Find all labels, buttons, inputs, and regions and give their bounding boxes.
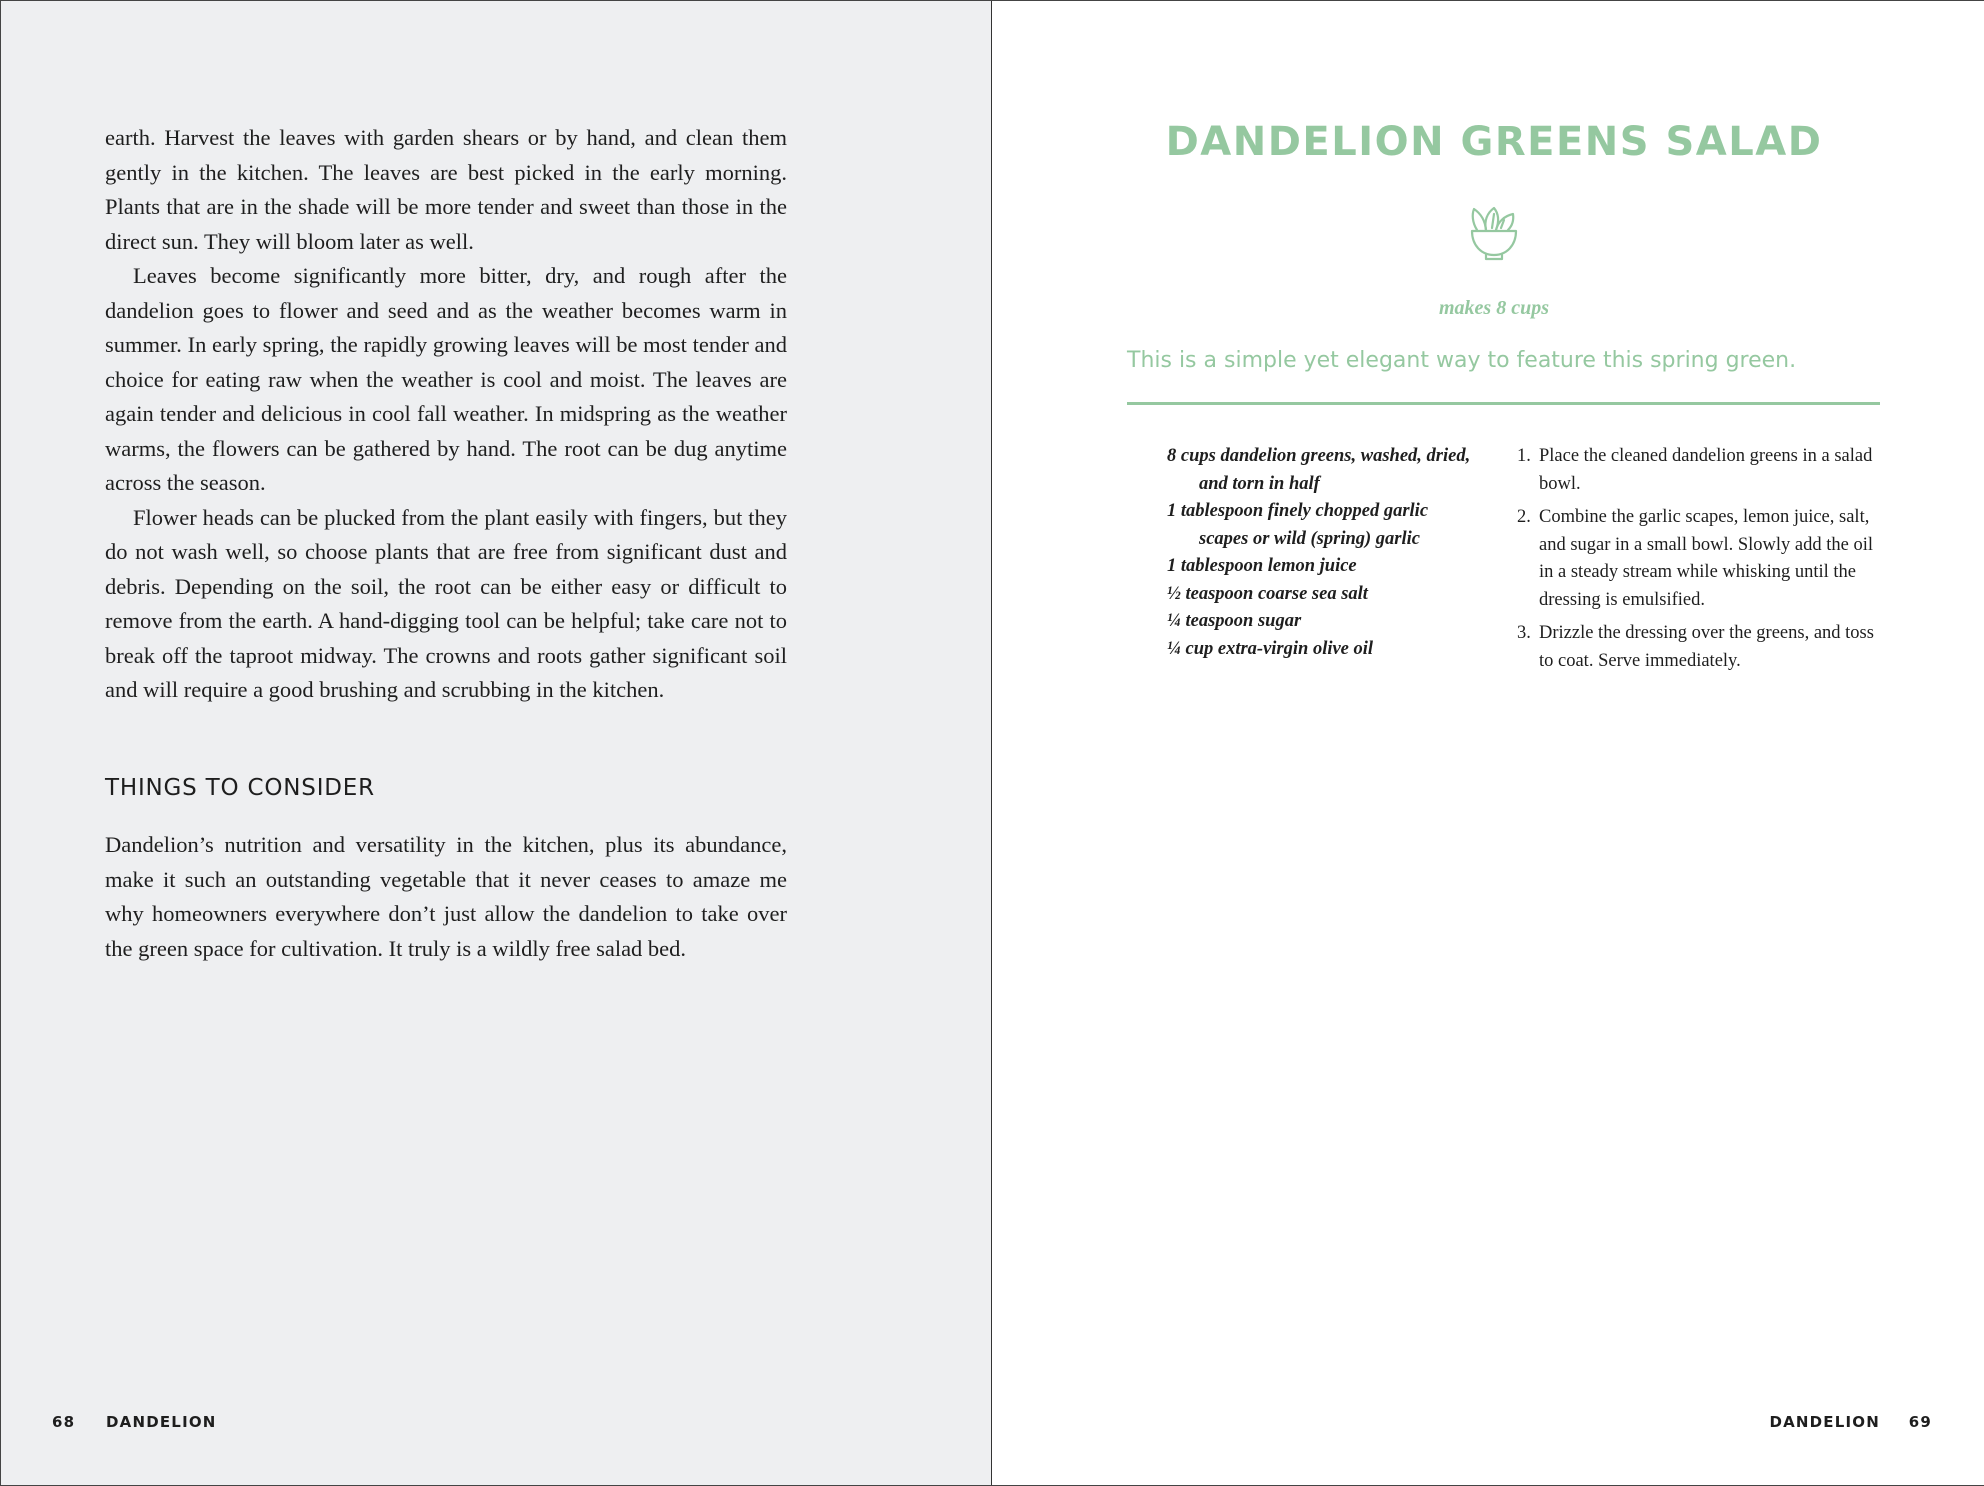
ingredient-item: 8 cups dandelion greens, washed, dried, and torn in half [1167,446,1471,494]
consider-text [105,828,787,966]
ingredient-item: ½ teaspoon coarse sea salt [1167,583,1368,604]
ingredients-list [1167,443,1477,663]
method-step [1517,620,1889,675]
right-page [992,1,1984,1485]
paragraph-flower-heads: Flower heads can be plucked from the plant easily with fingers, but they do not wash well, so choose plants that are free from significant dust and debris. Depending on the soil, the root can be either easy or difficult to remove from the earth. A hand-digging tool can be helpful; take care not to break off the taproot midway. The crowns and roots gather significant soil and will require a good brushing and scrubbing in the kitchen. [105,504,787,702]
step-text: Drizzle the dressing over the greens, and toss to coat. Serve immediately. [1539,623,1874,671]
body-text [105,121,787,708]
step-number: 2. [1517,507,1531,527]
running-head-right: DANDELION [1769,1413,1880,1431]
paragraph-consider: Dandelion’s nutrition and versatility in the kitchen, plus its abundance, make it such an outstanding vegetable that it never ceases to amaze me why homeowners everywhere don’t just allow the dandelion to take over the green space for cultivation. It truly is a wildly free salad bed. [105,832,787,961]
method-step [1517,443,1889,498]
ingredient-item: 1 tablespoon lemon juice [1167,556,1357,576]
salad-bowl-icon [1468,204,1520,262]
step-number: 3. [1517,623,1531,643]
recipe-intro: This is a simple yet elegant way to feature this spring green. [1127,348,1797,373]
running-head-left: DANDELION [106,1413,217,1431]
step-text: Place the cleaned dandelion greens in a salad bowl. [1539,446,1873,494]
step-number: 1. [1517,446,1531,466]
left-page [1,1,992,1485]
page-number-left: 68 [52,1413,76,1431]
section-heading: THINGS TO CONSIDER [105,775,375,801]
ingredient-item: ¼ cup extra-virgin olive oil [1167,638,1374,659]
recipe-title: DANDELION GREENS SALAD [1165,119,1823,165]
ingredient-item: 1 tablespoon finely chopped garlic scapes or wild (spring) garlic [1167,501,1429,549]
method-steps [1517,443,1889,681]
recipe-yield: makes 8 cups [1439,297,1549,319]
ingredient-item: ¼ teaspoon sugar [1167,611,1302,631]
step-text: Combine the garlic scapes, lemon juice, salt, and sugar in a small bowl. Slowly add the oil in a steady stream while whisking until the dressing is emulsified. [1539,507,1873,610]
divider-rule [1127,402,1880,405]
paragraph-leaves: Leaves become significantly more bitter, dry, and rough after the dandelion goes to flower and seed and as the weather becomes warm in summer. In early spring, the rapidly growing leaves will be most tender and choice for eating raw when the weather is cool and moist. The leaves are again tender and delicious in cool fall weather. In midspring as the weather warms, the flowers can be gathered by hand. The root can be dug anytime across the season. [105,263,787,495]
method-step [1517,504,1889,614]
paragraph-harvest: earth. Harvest the leaves with garden shears or by hand, and clean them gently in the kitchen. The leaves are best picked in the early morning. Plants that are in the shade will be more tender and sweet than those in the direct sun. They will bloom later as well. [105,125,787,254]
page-number-right: 69 [1908,1413,1932,1431]
